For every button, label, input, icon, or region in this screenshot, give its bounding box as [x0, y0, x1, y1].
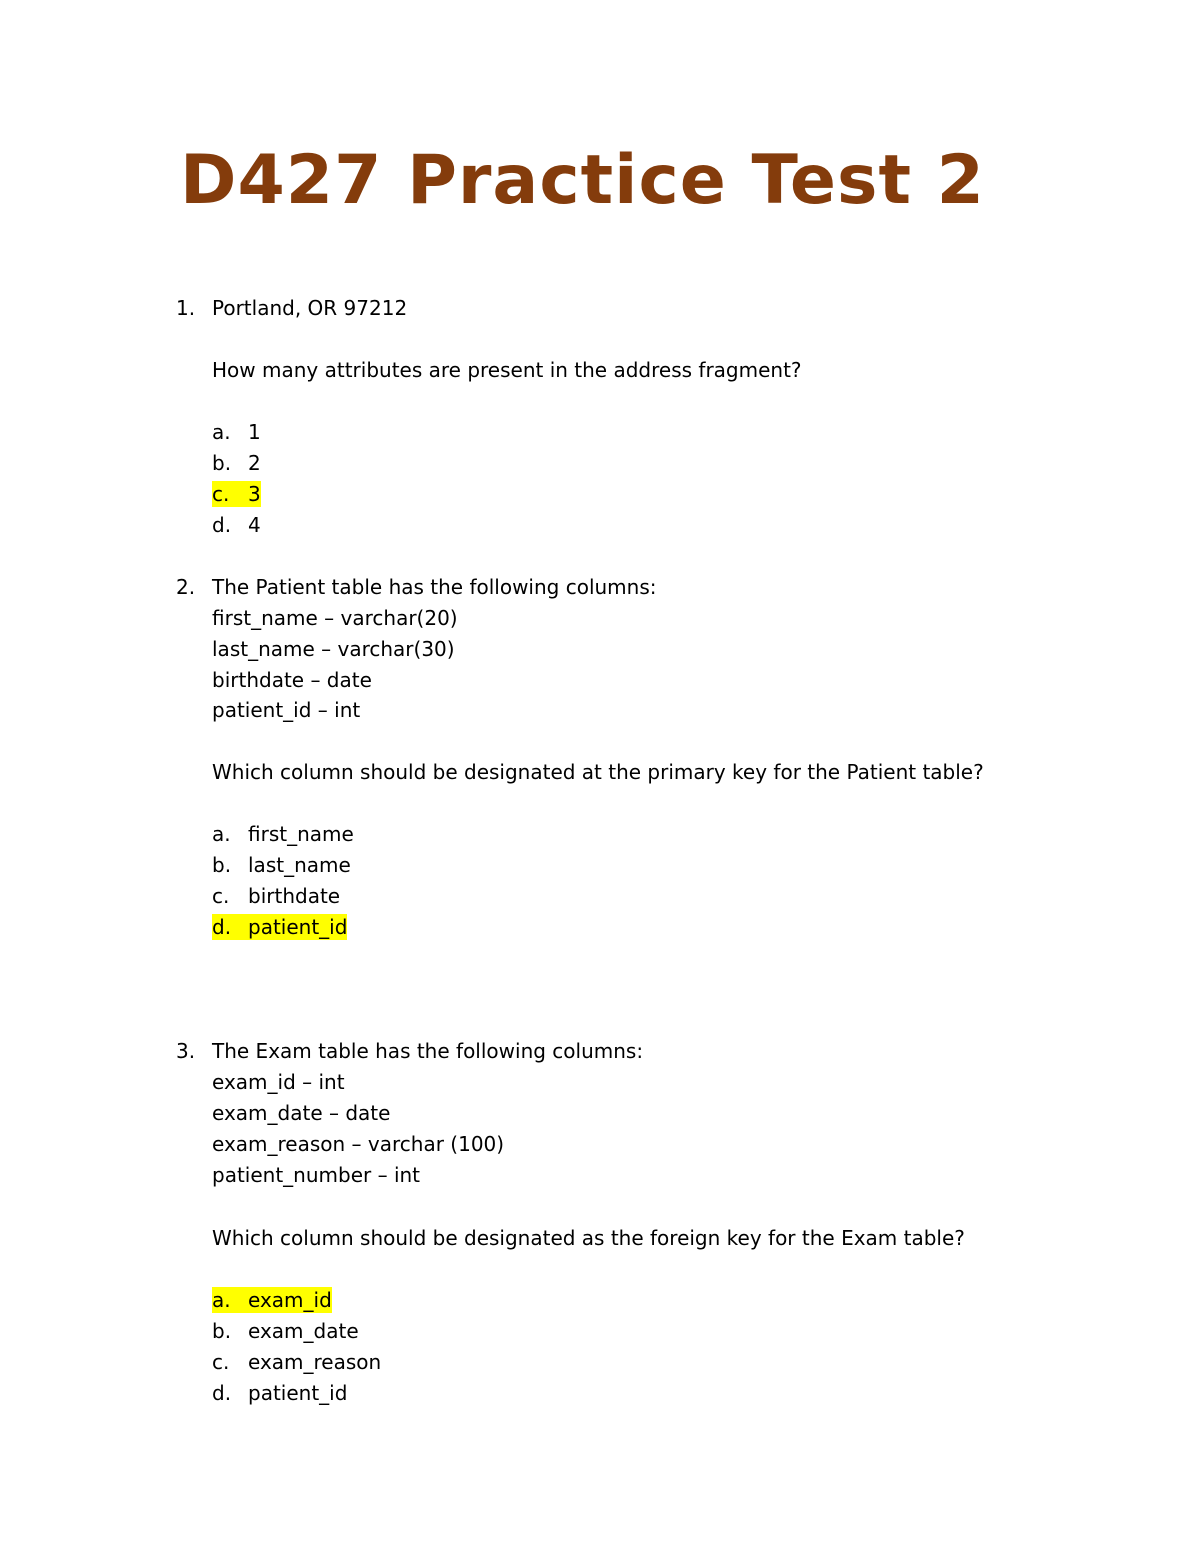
answer-option-a-highlighted [212, 1287, 332, 1313]
option-text: 2 [248, 451, 261, 475]
option-text: 4 [248, 513, 261, 537]
answer-option-d [212, 1380, 347, 1406]
question-text-line: Portland, OR 97212 [212, 296, 408, 320]
question-prompt: How many attributes are present in the address fragment? [212, 358, 802, 382]
option-text: last_name [248, 853, 351, 877]
option-text: exam_id [248, 1288, 332, 1312]
question-text-line: exam_date – date [212, 1101, 391, 1125]
option-text: 1 [248, 420, 261, 444]
answer-option-a [212, 821, 354, 847]
question-text-line: last_name – varchar(30) [212, 637, 455, 661]
question-text-line: patient_number – int [212, 1163, 421, 1187]
option-letter: b. [212, 1319, 232, 1343]
option-letter: c. [212, 482, 230, 506]
option-letter: d. [212, 513, 232, 537]
option-letter: d. [212, 915, 232, 939]
question-text-line: birthdate – date [212, 668, 372, 692]
question-text-line: The Exam table has the following columns: [212, 1039, 644, 1063]
option-text: exam_reason [248, 1350, 382, 1374]
option-letter: a. [212, 420, 231, 444]
answer-option-c-highlighted [212, 481, 261, 507]
option-text: patient_id [248, 915, 348, 939]
answer-option-b [212, 852, 351, 878]
question-number: 1. [176, 296, 196, 320]
answer-option-d-highlighted [212, 914, 347, 940]
question-number: 2. [176, 575, 196, 599]
option-letter: c. [212, 1350, 230, 1374]
option-letter: a. [212, 822, 231, 846]
option-text: birthdate [248, 884, 341, 908]
question-text-line: exam_id – int [212, 1070, 345, 1094]
question-prompt: Which column should be designated at the primary key for the Patient table? [212, 760, 984, 784]
option-text: 3 [248, 482, 261, 506]
page-title: D427 Practice Test 2 [180, 141, 985, 220]
answer-option-d [212, 512, 261, 538]
option-letter: c. [212, 884, 230, 908]
answer-option-c [212, 1349, 381, 1375]
option-letter: b. [212, 853, 232, 877]
option-letter: b. [212, 451, 232, 475]
answer-option-b [212, 450, 261, 476]
question-number: 3. [176, 1039, 196, 1063]
answer-option-b [212, 1318, 359, 1344]
option-letter: a. [212, 1288, 231, 1312]
question-text-line: exam_reason – varchar (100) [212, 1132, 505, 1156]
question-text-line: The Patient table has the following columns: [212, 575, 657, 599]
option-text: first_name [248, 822, 354, 846]
question-prompt: Which column should be designated as the foreign key for the Exam table? [212, 1226, 965, 1250]
option-text: patient_id [248, 1381, 348, 1405]
answer-option-a [212, 419, 261, 445]
option-text: exam_date [248, 1319, 359, 1343]
question-text-line: patient_id – int [212, 698, 361, 722]
option-letter: d. [212, 1381, 232, 1405]
question-text-line: first_name – varchar(20) [212, 606, 458, 630]
answer-option-c [212, 883, 340, 909]
